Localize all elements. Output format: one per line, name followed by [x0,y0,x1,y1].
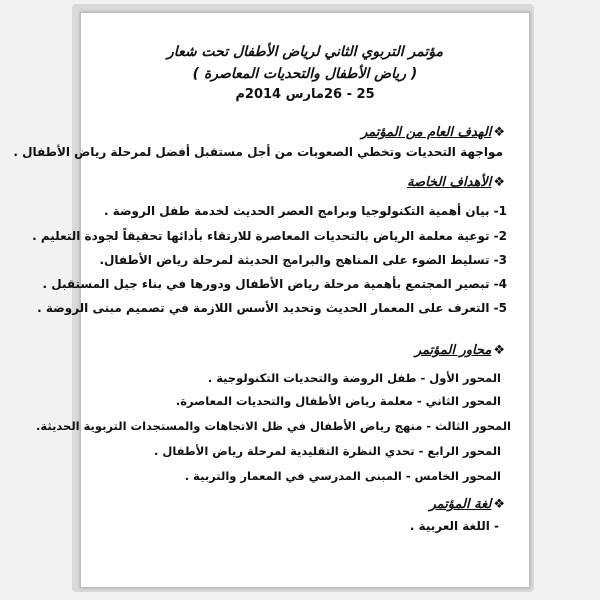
diamond-bullet-icon: ❖ [493,125,505,140]
objective-item: 3- تسليط الضوء على المناهج والبرامج الحديثة لمرحلة رياض الأطفال. [99,253,507,267]
conference-date: 25 - 26مارس 2014م [235,87,375,102]
axis-item: المحور الثاني - معلمة رياض الأطفال والتحديات المعاصرة. [175,394,501,408]
document-page [13,12,530,588]
objective-item: 4- تبصير المجتمع بأهمية مرحلة رياض الأطفال ودورها في بناء جيل المستقبل . [42,277,507,291]
objectives-heading-text: الأهداف الخاصة [407,175,492,190]
general-goal-heading [361,125,505,140]
axes-heading-text: محاور المؤتمر [414,343,492,358]
diamond-bullet-icon: ❖ [493,497,505,512]
language-item: - اللغة العربية . [409,519,499,533]
diamond-bullet-icon: ❖ [493,343,505,358]
diamond-bullet-icon: ❖ [493,175,505,190]
objective-item: 5- التعرف على المعمار الحديث وتحديد الأسس اللازمة في تصميم مبنى الروضة . [37,301,507,315]
objectives-heading [407,175,505,190]
axes-heading [415,343,505,358]
axis-item: المحور الأول - طفل الروضة والتحديات التكنولوجية . [207,371,501,385]
objective-item: 1- بيان أهمية التكنولوجيا وبرامج العصر الحديث لخدمة طفل الروضة . [103,204,507,218]
conference-slogan: ( رياض الأطفال والتحديات المعاصرة ) [192,66,418,82]
axis-item: المحور الثالث - منهج رياض الأطفال في ظل الاتجاهات والمستجدات التربوية الحديثة. [36,419,511,433]
language-heading-text: لغة المؤتمر [429,497,492,512]
axis-item: المحور الرابع - تحدي النظرة التقليدية لمرحلة رياض الأطفال . [153,444,501,458]
document-header [81,41,529,105]
general-goal-heading-text: الهدف العام من المؤتمر [361,125,492,140]
language-heading [430,497,506,512]
objective-item: 2- توعية معلمة الرياض بالتحديات المعاصرة للارتقاء بأدائها تحقيقاً لجودة التعليم . [32,229,507,243]
general-goal-text: مواجهة التحديات وتخطي الصعوبات من أجل مستقبل أفضل لمرحلة رياض الأطفال . [13,145,503,159]
conference-title: مؤتمر التربوي الثاني لرياض الأطفال تحت شعار [167,44,443,60]
axis-item: المحور الخامس - المبنى المدرسي في المعمار والتربية . [184,469,501,483]
